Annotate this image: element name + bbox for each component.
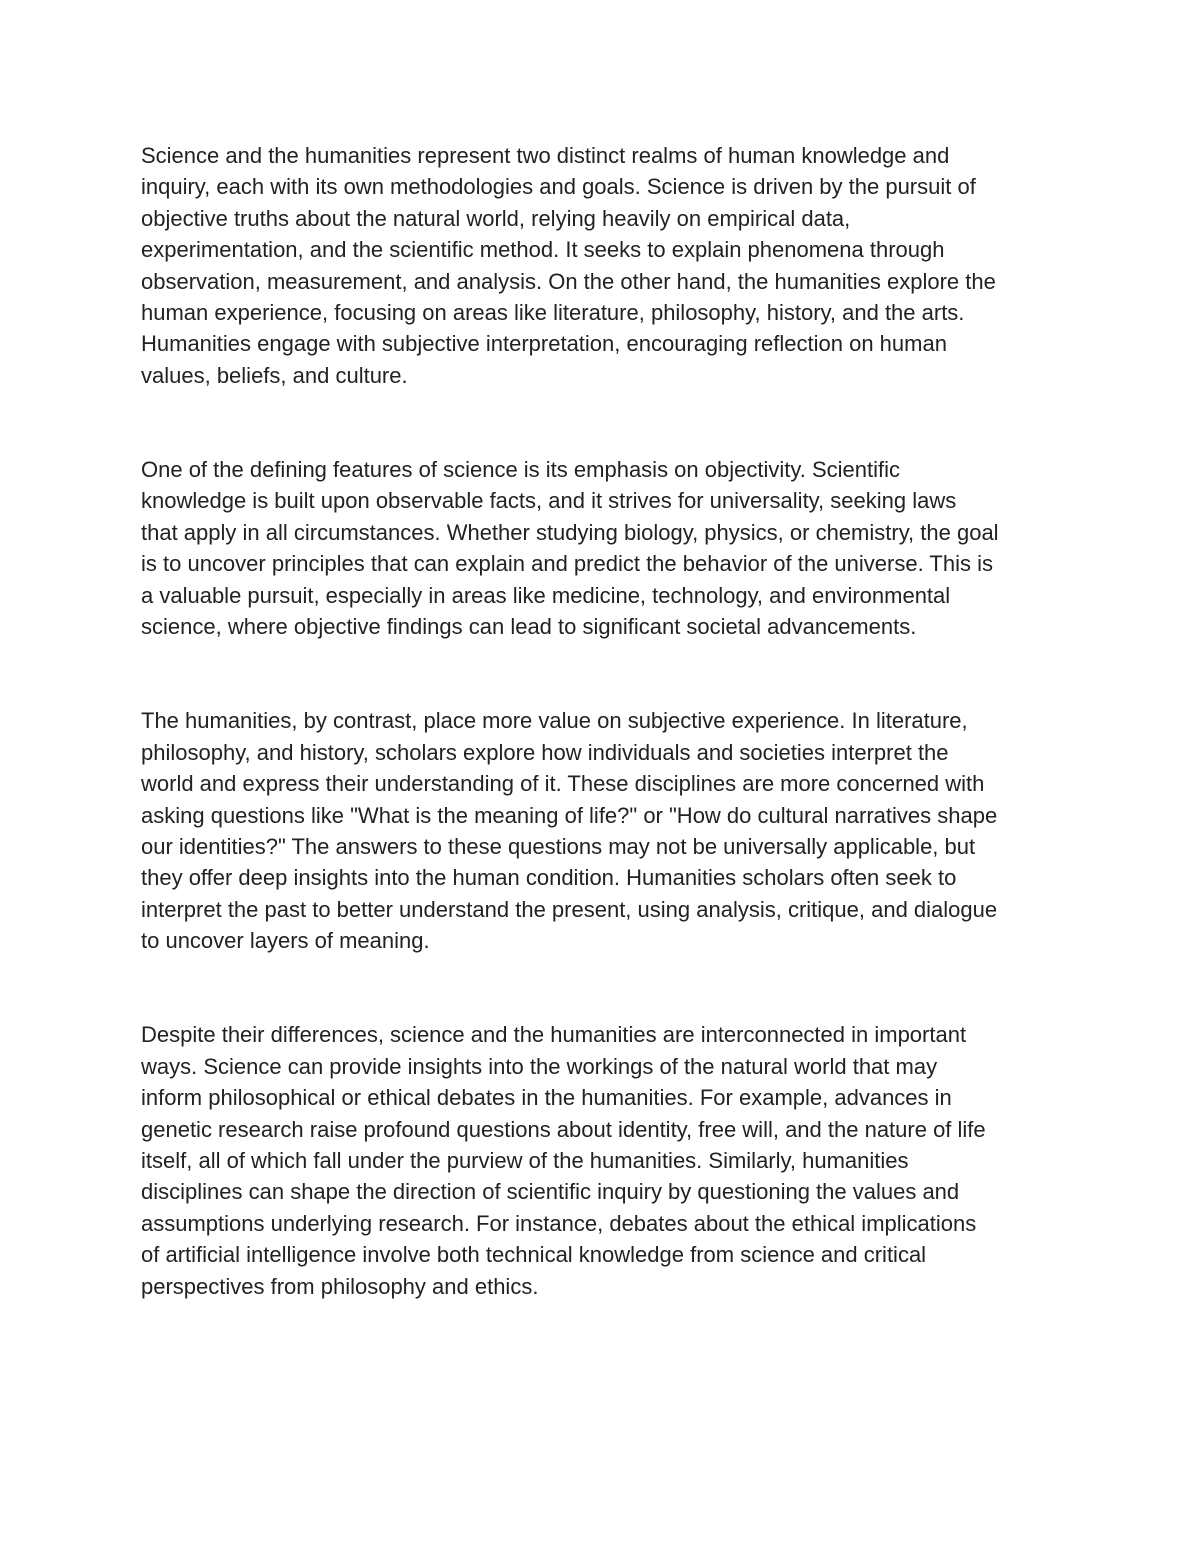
text-line: world and express their understanding of it. These disciplines are more concerned with: [141, 771, 985, 797]
text-line: assumptions underlying research. For instance, debates about the ethical implications: [141, 1210, 977, 1236]
text-line: perspectives from philosophy and ethics.: [141, 1273, 539, 1299]
text-line: genetic research raise profound questions about identity, free will, and the nature of life: [141, 1116, 986, 1142]
text-line: to uncover layers of meaning.: [141, 928, 430, 954]
text-line: human experience, focusing on areas like literature, philosophy, history, and the arts.: [141, 300, 965, 326]
text-line: interpret the past to better understand the present, using analysis, critique, and dialogue: [141, 896, 998, 922]
text-line: values, beliefs, and culture.: [141, 362, 408, 388]
text-line: they offer deep insights into the human condition. Humanities scholars often seek to: [141, 865, 957, 891]
text-line: disciplines can shape the direction of scientific inquiry by questioning the values and: [141, 1179, 960, 1205]
text-line: science, where objective findings can lead to significant societal advancements.: [141, 614, 917, 640]
text-line: a valuable pursuit, especially in areas like medicine, technology, and environmental: [141, 582, 951, 608]
paragraph-3: [141, 705, 1071, 956]
text-line: objective truths about the natural world, relying heavily on empirical data,: [141, 205, 851, 231]
text-line: inform philosophical or ethical debates in the humanities. For example, advances in: [141, 1085, 952, 1111]
text-line: our identities?" The answers to these questions may not be universally applicable, but: [141, 833, 976, 859]
paragraph-4: [141, 1019, 1071, 1302]
text-line: is to uncover principles that can explain and predict the behavior of the universe. This is: [141, 551, 993, 577]
text-line: experimentation, and the scientific method. It seeks to explain phenomena through: [141, 237, 945, 263]
text-line: ways. Science can provide insights into the workings of the natural world that may: [141, 1053, 938, 1079]
text-line: The humanities, by contrast, place more value on subjective experience. In literature,: [141, 708, 968, 734]
paragraph-2: [141, 454, 1071, 642]
document-body: [141, 140, 1071, 1302]
text-line: philosophy, and history, scholars explore how individuals and societies interpret the: [141, 739, 949, 765]
text-line: Despite their differences, science and the humanities are interconnected in important: [141, 1022, 967, 1048]
text-line: Science and the humanities represent two distinct realms of human knowledge and: [141, 143, 950, 168]
text-line: knowledge is built upon observable facts, and it strives for universality, seeking laws: [141, 488, 957, 514]
text-line: One of the defining features of science is its emphasis on objectivity. Scientific: [141, 457, 900, 483]
text-line: that apply in all circumstances. Whether studying biology, physics, or chemistry, the goal: [141, 519, 999, 545]
text-line: inquiry, each with its own methodologies and goals. Science is driven by the pursuit of: [141, 174, 976, 200]
text-line: observation, measurement, and analysis. On the other hand, the humanities explore the: [141, 268, 996, 294]
paragraph-spacer: [141, 391, 1071, 454]
text-line: Humanities engage with subjective interpretation, encouraging reflection on human: [141, 331, 947, 357]
paragraph-spacer: [141, 957, 1071, 1020]
paragraph-1: [141, 140, 1071, 391]
text-line: asking questions like "What is the meaning of life?" or "How do cultural narratives shape: [141, 802, 998, 828]
text-line: of artificial intelligence involve both technical knowledge from science and critical: [141, 1242, 927, 1268]
paragraph-spacer: [141, 642, 1071, 705]
text-line: itself, all of which fall under the purview of the humanities. Similarly, humanities: [141, 1147, 909, 1173]
